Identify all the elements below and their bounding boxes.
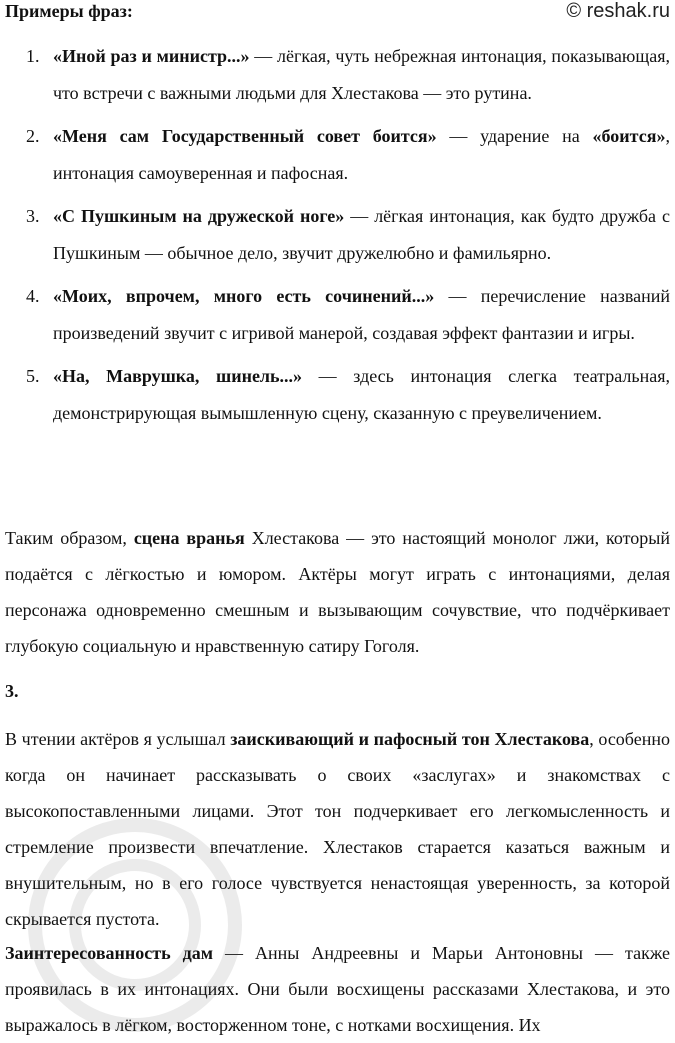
list-item-description: — ударение на [436,126,593,146]
list-item-phrase: «С Пушкиным на дружеской ноге» [53,206,345,226]
list-item-description: — перечисление названий произведений звучит с игривой манерой, создавая эффект фантазии и игры. [53,286,670,343]
list-item [0,118,670,192]
summary-paragraph [5,520,670,664]
list-item-description: — лёгкая, чуть небрежная интонация, показывающая, что встречи с важными людьми для Хлестакова — это рутина. [53,46,670,103]
section-number: 3. [5,681,19,701]
list-item-phrase: «Иной раз и министр...» [53,46,250,66]
paragraph-bold: Заинтересованность дам [5,943,214,963]
list-item-number: 2. [26,126,40,146]
summary-bold: сцена вранья [133,528,245,548]
list-item [0,278,670,352]
list-item-description: — лёгкая интонация, как будто дружба с Пушкиным — обычное дело, звучит дружелюбно и фамильярно. [53,206,670,263]
list-item-description-end: , интонация самоуверенная и пафосная. [53,126,670,183]
list-item [0,198,670,272]
examples-heading: Примеры фраз: [5,1,133,21]
paragraph-text-start: В чтении актёров я услышал [5,729,231,749]
actor-tone-paragraph [5,721,670,937]
list-item-description: — здесь интонация слегка театральная, демонстрирующая вымышленную сцену, сказанную с преувеличением. [53,366,671,423]
list-item-number: 4. [26,286,40,306]
paragraph-bold: заискивающий и пафосный тон Хлестакова [230,729,590,749]
list-item-emphasis: «боится» [592,126,666,146]
summary-text-start: Таким образом, [5,528,134,548]
summary-text-end: Хлестакова — это настоящий монолог лжи, который подаётся с лёгкостью и юмором. Актёры могут играть с интонациями, делая персонажа одновременно смешным и вызывающим сочувствие, что подчёркивает глубокую социальную и нравственную сатиру Гоголя. [5,528,670,656]
list-item-phrase: «На, Маврушка, шинель...» [53,366,303,386]
examples-list [0,38,670,438]
list-item-number: 3. [26,206,40,226]
page-header [5,0,670,24]
paragraph-text-end: , особенно когда он начинает рассказывать о своих «заслугах» и знакомствах с высокопоставленными лицами. Этот тон подчеркивает его легкомысленность и стремление произвести впечатление. Хлестаков старается казаться важным и внушительным, но в его голосе чувствуется ненастоящая уверенность, за которой скрывается пустота. [5,729,670,929]
list-item-phrase: «Меня сам Государственный совет боится» [53,126,437,146]
list-item-phrase: «Моих, впрочем, много есть сочинений...» [53,286,435,306]
list-item [0,358,670,432]
list-item [0,38,670,112]
ladies-paragraph [5,935,670,1043]
paragraph-text-end: — Анны Андреевны и Марьи Антоновны — также проявилась в их интонациях. Они были восхищены рассказами Хлестакова, и это выражалось в лёгком, восторженном тоне, с нотками восхищения. Их [5,943,671,1035]
list-item-number: 5. [26,366,40,386]
list-item-number: 1. [26,46,40,66]
site-credit[interactable]: © reshak.ru [566,0,670,22]
